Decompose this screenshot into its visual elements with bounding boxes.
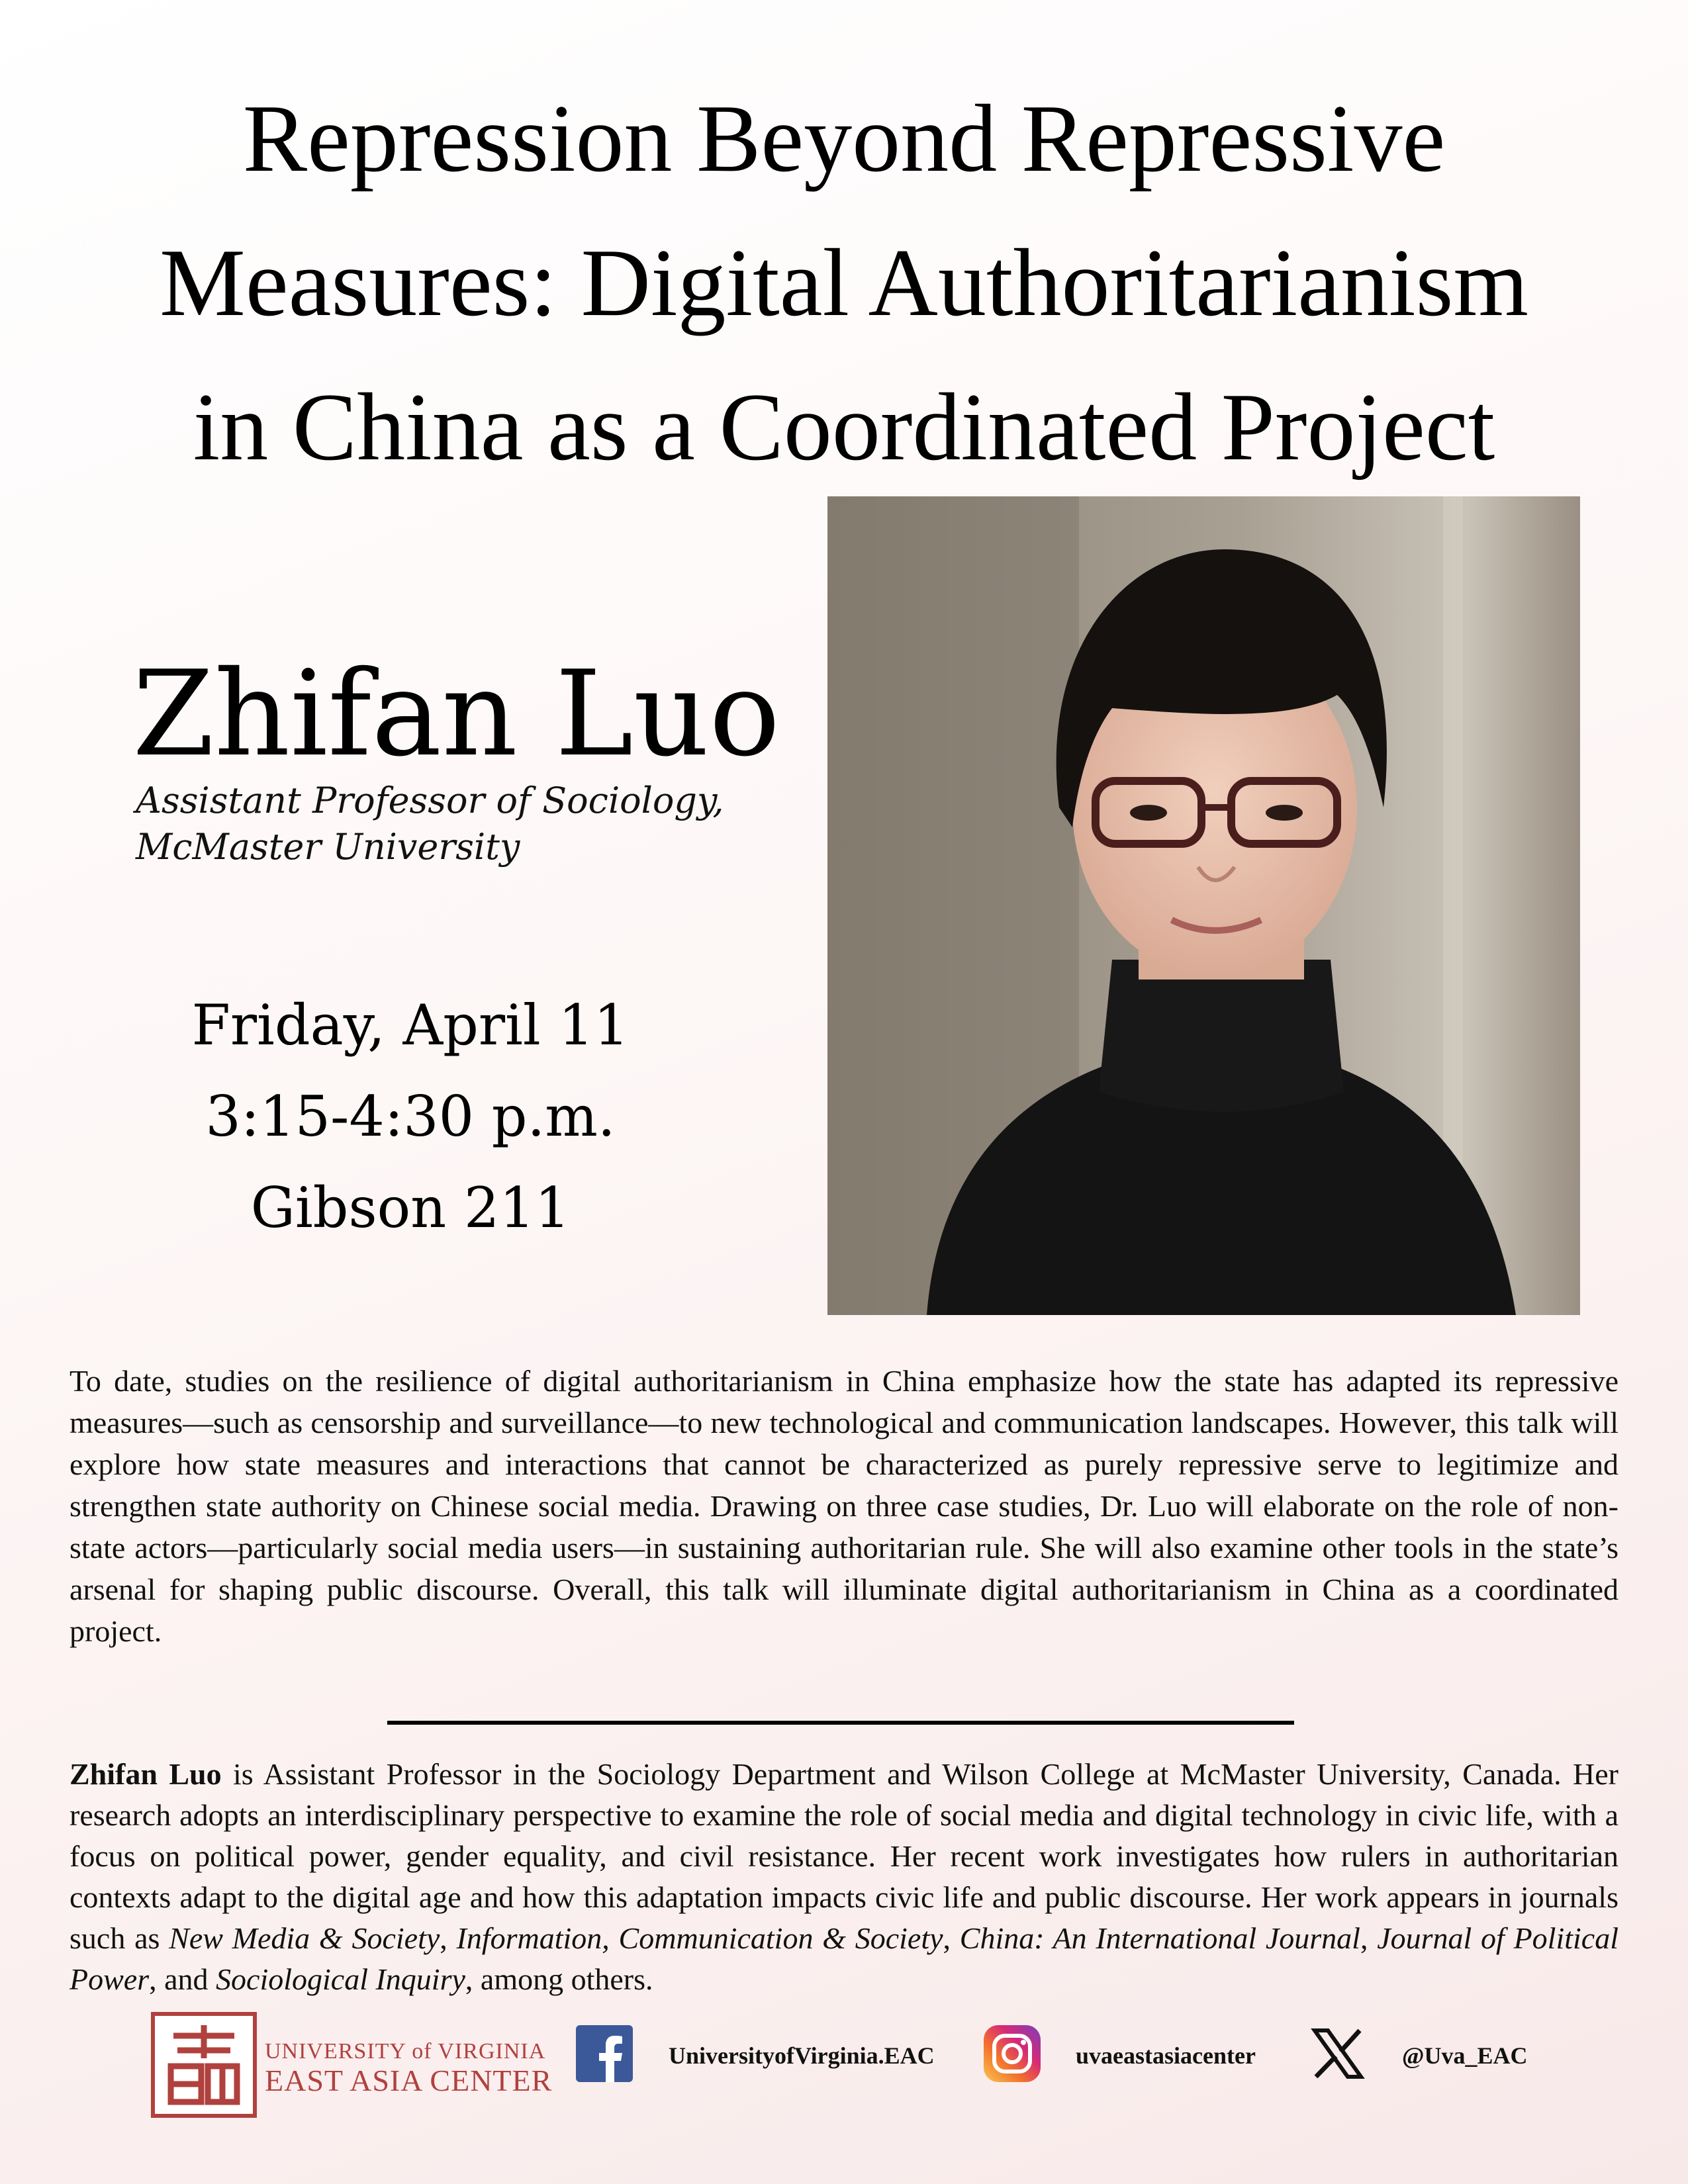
event-details bbox=[119, 979, 702, 1253]
bio-separator: , bbox=[1360, 1921, 1378, 1955]
event-location: Gibson 211 bbox=[250, 1175, 571, 1240]
bio-journal-3: China: An International Journal bbox=[959, 1921, 1360, 1955]
bio-journal-2: Information, Communication & Society bbox=[456, 1921, 943, 1955]
title-line-2: Measures: Digital Authoritarianism bbox=[160, 229, 1528, 336]
speaker-position-line-2: McMaster University bbox=[136, 826, 520, 868]
footer bbox=[0, 2012, 1688, 2131]
bio-text-1: is Assistant Professor in the Sociology Department and Wilson College at McMaster University, Canada. Her research adopts an interdisciplinary perspective to examine the role of social media and digital technology in civic life, with a focus on political power, gender equality, and civil resistance. Her recent work investigates how rulers in authoritarian contexts adapt to the digital age and how this adaptation impacts civic life and public discourse. Her work appears in journals such as bbox=[70, 1757, 1618, 1955]
speaker-position bbox=[136, 778, 724, 870]
org-name-line-1: UNIVERSITY of VIRGINIA bbox=[265, 2039, 546, 2064]
speaker-portrait bbox=[827, 496, 1580, 1315]
bio-journal-4: Journal of Political Power bbox=[70, 1921, 1618, 1996]
instagram-handle[interactable]: uvaeastasiacenter bbox=[1076, 2042, 1256, 2069]
talk-abstract: To date, studies on the resilience of digital authoritarianism in China emphasize how the state has adapted its repressive measures—such as censorship and surveillance—to new technological and communication landscapes. However, this talk will explore how state measures and interactions that cannot be characterized as purely repressive serve to legitimize and strengthen state authority on Chinese social media. Drawing on three case studies, Dr. Luo will elaborate on the role of non-state actors—particularly social media users—in sustaining authoritarian rule. She will also examine other tools in the state’s arsenal for shaping public discourse. Overall, this talk will illuminate digital authoritarianism in China as a coordinated project. bbox=[70, 1364, 1618, 1648]
event-date: Friday, April 11 bbox=[191, 993, 630, 1058]
uva-east-asia-center-logo bbox=[265, 2037, 552, 2095]
bio-speaker-name: Zhifan Luo bbox=[70, 1757, 222, 1791]
event-time: 3:15-4:30 p.m. bbox=[205, 1084, 616, 1149]
facebook-handle[interactable]: UniversityofVirginia.EAC bbox=[669, 2042, 935, 2069]
bio-journal-5: Sociological Inquiry bbox=[216, 1962, 465, 1996]
title-line-1: Repression Beyond Repressive bbox=[242, 85, 1446, 192]
east-asia-center-seal-icon bbox=[151, 2012, 257, 2118]
event-title bbox=[40, 66, 1648, 499]
x-handle[interactable]: @Uva_EAC bbox=[1402, 2042, 1528, 2069]
bio-text-2: , among others. bbox=[465, 1962, 653, 1996]
section-divider bbox=[387, 1721, 1294, 1725]
bio-separator: , bbox=[440, 1921, 457, 1955]
speaker-name: Zhifan Luo bbox=[132, 645, 780, 782]
facebook-icon[interactable] bbox=[576, 2025, 633, 2082]
bio-separator: , bbox=[943, 1921, 960, 1955]
org-name-line-2: EAST ASIA CENTER bbox=[265, 2064, 553, 2097]
x-icon[interactable] bbox=[1309, 2025, 1366, 2082]
instagram-icon[interactable] bbox=[984, 2025, 1041, 2082]
title-line-3: in China as a Coordinated Project bbox=[193, 373, 1495, 480]
speaker-position-line-1: Assistant Professor of Sociology, bbox=[136, 780, 724, 821]
speaker-photo bbox=[827, 496, 1580, 1315]
bio-separator: , and bbox=[149, 1962, 216, 1996]
bio-journal-1: New Media & Society bbox=[169, 1921, 440, 1955]
speaker-bio bbox=[70, 1754, 1618, 2000]
